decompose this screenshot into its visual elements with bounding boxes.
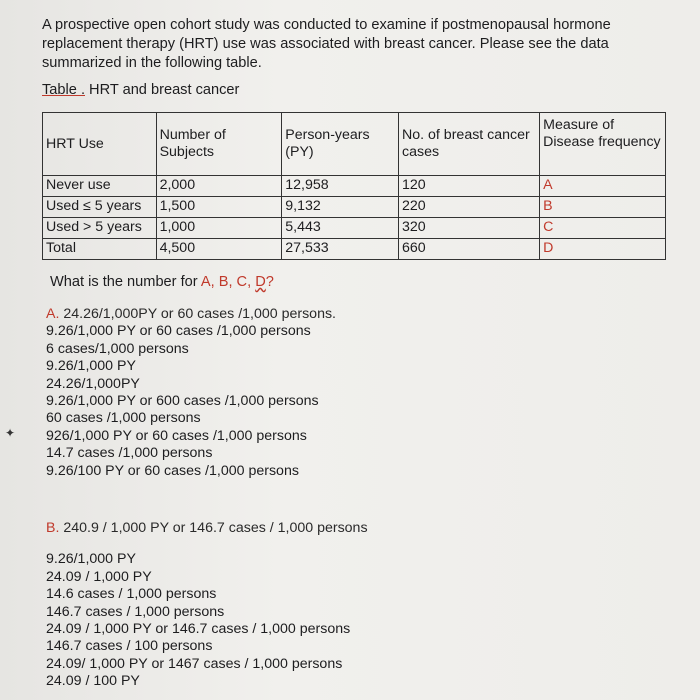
header-measure-of-disease-frequency: Measure of Disease frequency: [540, 113, 666, 176]
answer-a-line: 9.26/1,000 PY or 60 cases /1,000 persons: [46, 323, 311, 340]
cell-cases: 120: [399, 176, 540, 197]
answer-a-letter: A.: [46, 306, 60, 322]
answer-b-line: 24.09 / 1,000 PY: [46, 568, 152, 585]
table-caption-text: HRT and breast cancer: [85, 82, 240, 98]
cell-hrt-use: Used ≤ 5 years: [43, 197, 157, 218]
cell-cases: 220: [399, 197, 540, 218]
header-number-of-subjects: Number of Subjects: [156, 113, 282, 176]
answer-a-line: 9.26/100 PY or 60 cases /1,000 persons: [46, 462, 299, 479]
answer-a-line: 14.7 cases /1,000 persons: [46, 445, 213, 462]
answer-b-line: 146.7 cases / 100 persons: [46, 638, 213, 655]
table-caption: [42, 82, 239, 98]
cell-person-years: 5,443: [282, 218, 399, 239]
cell-hrt-use: Used > 5 years: [43, 218, 157, 239]
answer-block-b: [46, 520, 368, 691]
answer-a-lead: [46, 306, 336, 323]
table-header-row: [43, 113, 666, 176]
cell-subjects: 2,000: [156, 176, 282, 197]
answer-a-line: 24.26/1,000PY: [46, 375, 140, 392]
answer-b-line: 24.09 / 1,000 PY or 146.7 cases / 1,000 persons: [46, 621, 351, 638]
answer-b-line: 9.26/1,000 PY: [46, 551, 136, 568]
answer-b-line: 146.7 cases / 1,000 persons: [46, 603, 225, 620]
table-row-total: [43, 239, 666, 260]
cell-cases: 320: [399, 218, 540, 239]
question-suffix: ?: [265, 274, 274, 290]
pin-icon: ✦: [5, 426, 16, 440]
answer-block-a: [46, 306, 336, 480]
answer-a-lead-text: 24.26/1,000PY or 60 cases /1,000 persons.: [59, 306, 336, 322]
answer-b-spacer: [46, 537, 368, 551]
cell-person-years: 12,958: [282, 176, 399, 197]
answer-a-line: 6 cases/1,000 persons: [46, 340, 189, 357]
answer-b-line: 24.09/ 1,000 PY or 1467 cases / 1,000 persons: [46, 655, 343, 672]
cell-person-years: 9,132: [282, 197, 399, 218]
header-breast-cancer-cases: No. of breast cancer cases: [399, 113, 540, 176]
answer-a-line: 926/1,000 PY or 60 cases /1,000 persons: [46, 427, 307, 444]
answer-b-line: 14.6 cases / 1,000 persons: [46, 586, 217, 603]
intro-paragraph: A prospective open cohort study was conducted to examine if postmenopausal hormone replacement therapy (HRT) use was associated with breast cancer. Please see the data summarized in the following table.: [42, 17, 611, 71]
cell-hrt-use: Never use: [43, 176, 157, 197]
question-text: [50, 274, 274, 290]
answer-b-lead-text: 240.9 / 1,000 PY or 146.7 cases / 1,000 persons: [59, 520, 368, 536]
answer-b-letter: B.: [46, 520, 60, 536]
answer-a-line: 60 cases /1,000 persons: [46, 410, 201, 427]
hrt-table: [42, 112, 666, 260]
cell-subjects: 1,000: [156, 218, 282, 239]
question-last-letter: D: [255, 274, 266, 290]
cell-hrt-use: Total: [43, 239, 157, 260]
answer-a-line: 9.26/1,000 PY: [46, 358, 136, 375]
cell-person-years: 27,533: [282, 239, 399, 260]
question-letters: A, B, C,: [200, 274, 256, 290]
header-person-years: Person-years (PY): [282, 113, 399, 176]
table-caption-lead: Table .: [42, 82, 85, 98]
table-row: [43, 176, 666, 197]
cell-cases: 660: [399, 239, 540, 260]
cell-subjects: 1,500: [156, 197, 282, 218]
answer-b-line: 24.09 / 100 PY: [46, 673, 140, 690]
cell-measure: D: [540, 239, 666, 260]
cell-subjects: 4,500: [156, 239, 282, 260]
question-prefix: What is the number for: [50, 274, 201, 290]
cell-measure: C: [540, 218, 666, 239]
table-row: [43, 197, 666, 218]
answer-a-line: 9.26/1,000 PY or 600 cases /1,000 persons: [46, 393, 319, 410]
header-hrt-use: HRT Use: [43, 113, 157, 176]
cell-measure: B: [540, 197, 666, 218]
cell-measure: A: [540, 176, 666, 197]
answer-b-lead: [46, 520, 368, 537]
table-row: [43, 218, 666, 239]
